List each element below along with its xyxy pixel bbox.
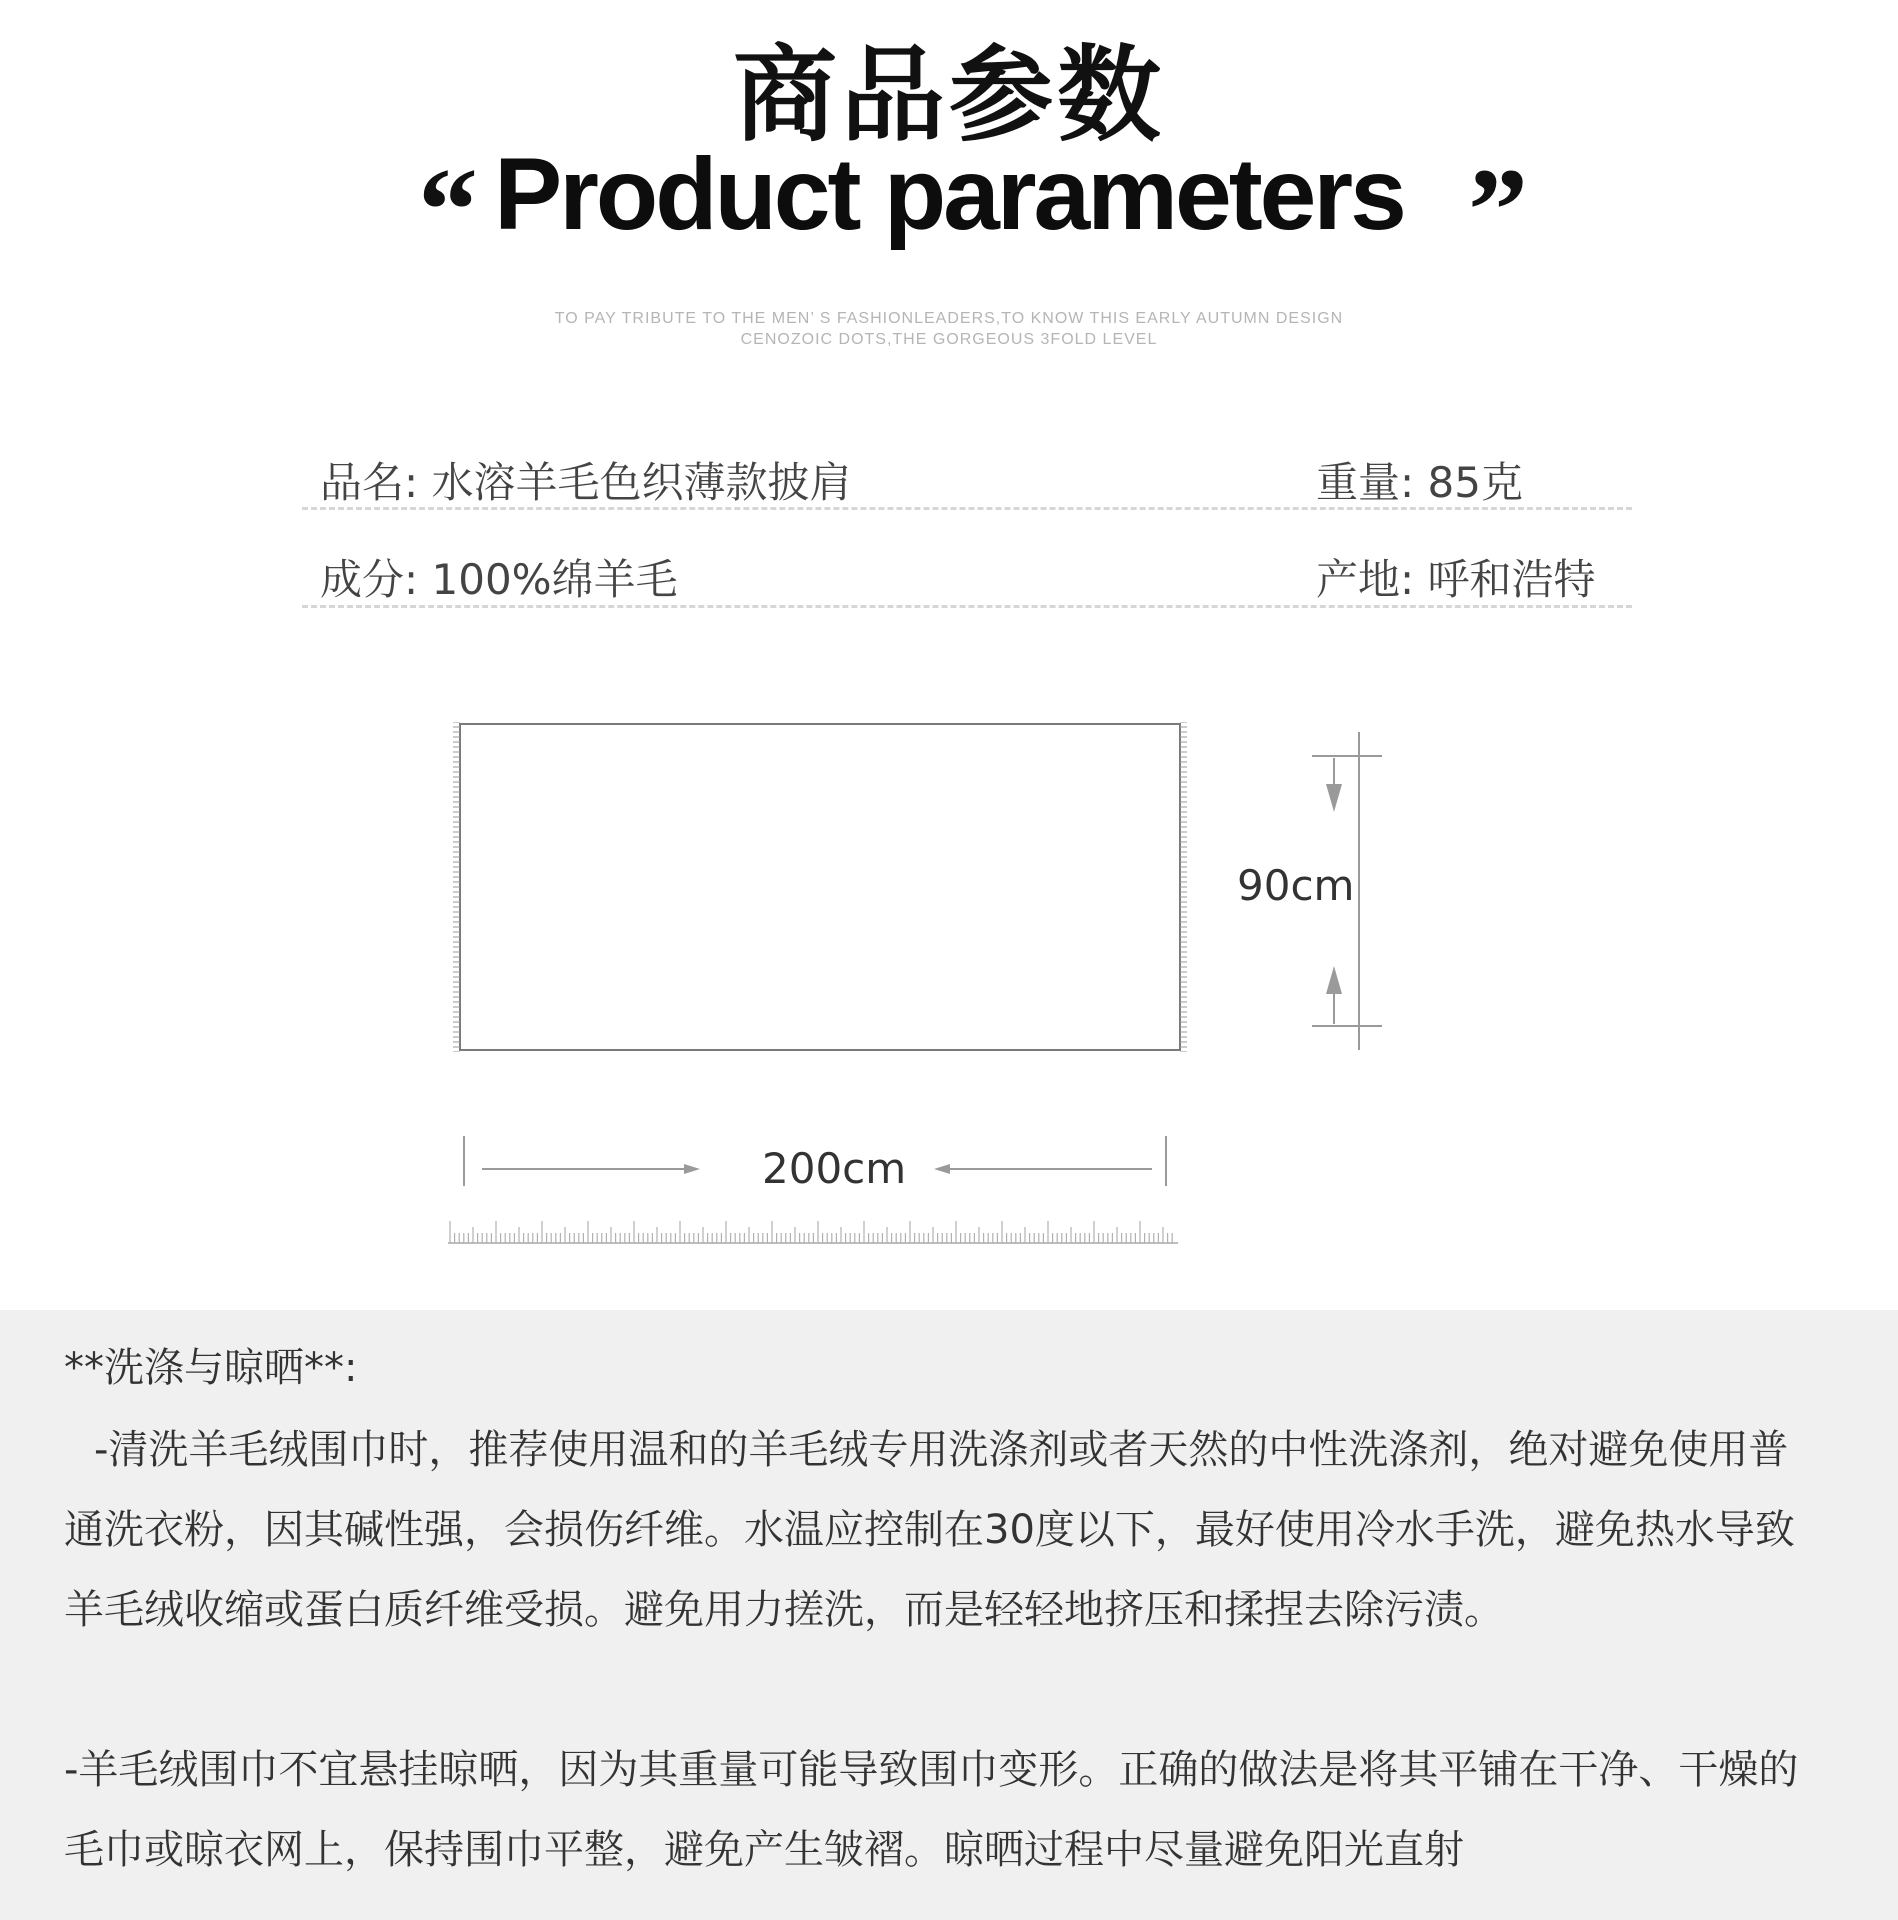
- param-name-label: 品名:: [320, 458, 419, 507]
- care-drying-paragraph: -羊毛绒围巾不宜悬挂晾晒，因为其重量可能导致围巾变形。正确的做法是将其平铺在干净、干燥的毛巾或晾衣网上，保持围巾平整，避免产生皱褶。晾晒过程中尽量避免阳光直射: [64, 1747, 1799, 1873]
- tagline-line-2: CENOZOIC DOTS,THE GORGEOUS 3FOLD LEVEL: [740, 331, 1158, 348]
- tagline-line-1: TO PAY TRIBUTE TO THE MEN’ S FASHIONLEADERS,TO KNOW THIS EARLY AUTUMN DESIGN: [554, 310, 1344, 327]
- arrow-right-icon: [684, 1164, 700, 1174]
- open-quote-mark: “: [418, 143, 478, 276]
- page-title-en: Product parameters: [494, 137, 1404, 251]
- arrow-up-icon: [1326, 966, 1342, 994]
- arrow-left-icon: [934, 1164, 950, 1174]
- param-origin-value: 呼和浩特: [1427, 555, 1596, 604]
- scarf-fringe-right: [1180, 722, 1187, 1052]
- param-name-value: 水溶羊毛色织薄款披肩: [431, 458, 852, 507]
- height-dimension-label: 90cm: [1237, 861, 1355, 910]
- care-heading: **洗涤与晾晒**:: [64, 1345, 358, 1391]
- care-washing-paragraph: -清洗羊毛绒围巾时，推荐使用温和的羊毛绒专用洗涤剂或者天然的中性洗涤剂，绝对避免使用普通洗衣粉，因其碱性强，会损伤纤维。水温应控制在30度以下，最好使用冷水手洗，避免热水导致羊毛绒收缩或蛋白质纤维受损。避免用力搓洗，而是轻轻地挤压和揉捏去除污渍。: [64, 1427, 1795, 1633]
- param-weight-label: 重量:: [1316, 458, 1415, 507]
- param-material-label: 成分:: [320, 555, 419, 604]
- param-material-value: 100%绵羊毛: [431, 555, 678, 604]
- scarf-outline: [460, 724, 1180, 1050]
- scarf-fringe-left: [453, 722, 460, 1052]
- page-title-cn: 商品参数: [732, 34, 1165, 156]
- close-quote-mark: ”: [1468, 143, 1528, 276]
- arrow-down-icon: [1326, 784, 1342, 812]
- care-instructions-panel: [0, 1310, 1898, 1920]
- param-weight-value: 85克: [1427, 458, 1523, 507]
- ruler-scale: [448, 1221, 1178, 1243]
- width-dimension-label: 200cm: [762, 1144, 907, 1193]
- param-origin-label: 产地:: [1316, 555, 1415, 604]
